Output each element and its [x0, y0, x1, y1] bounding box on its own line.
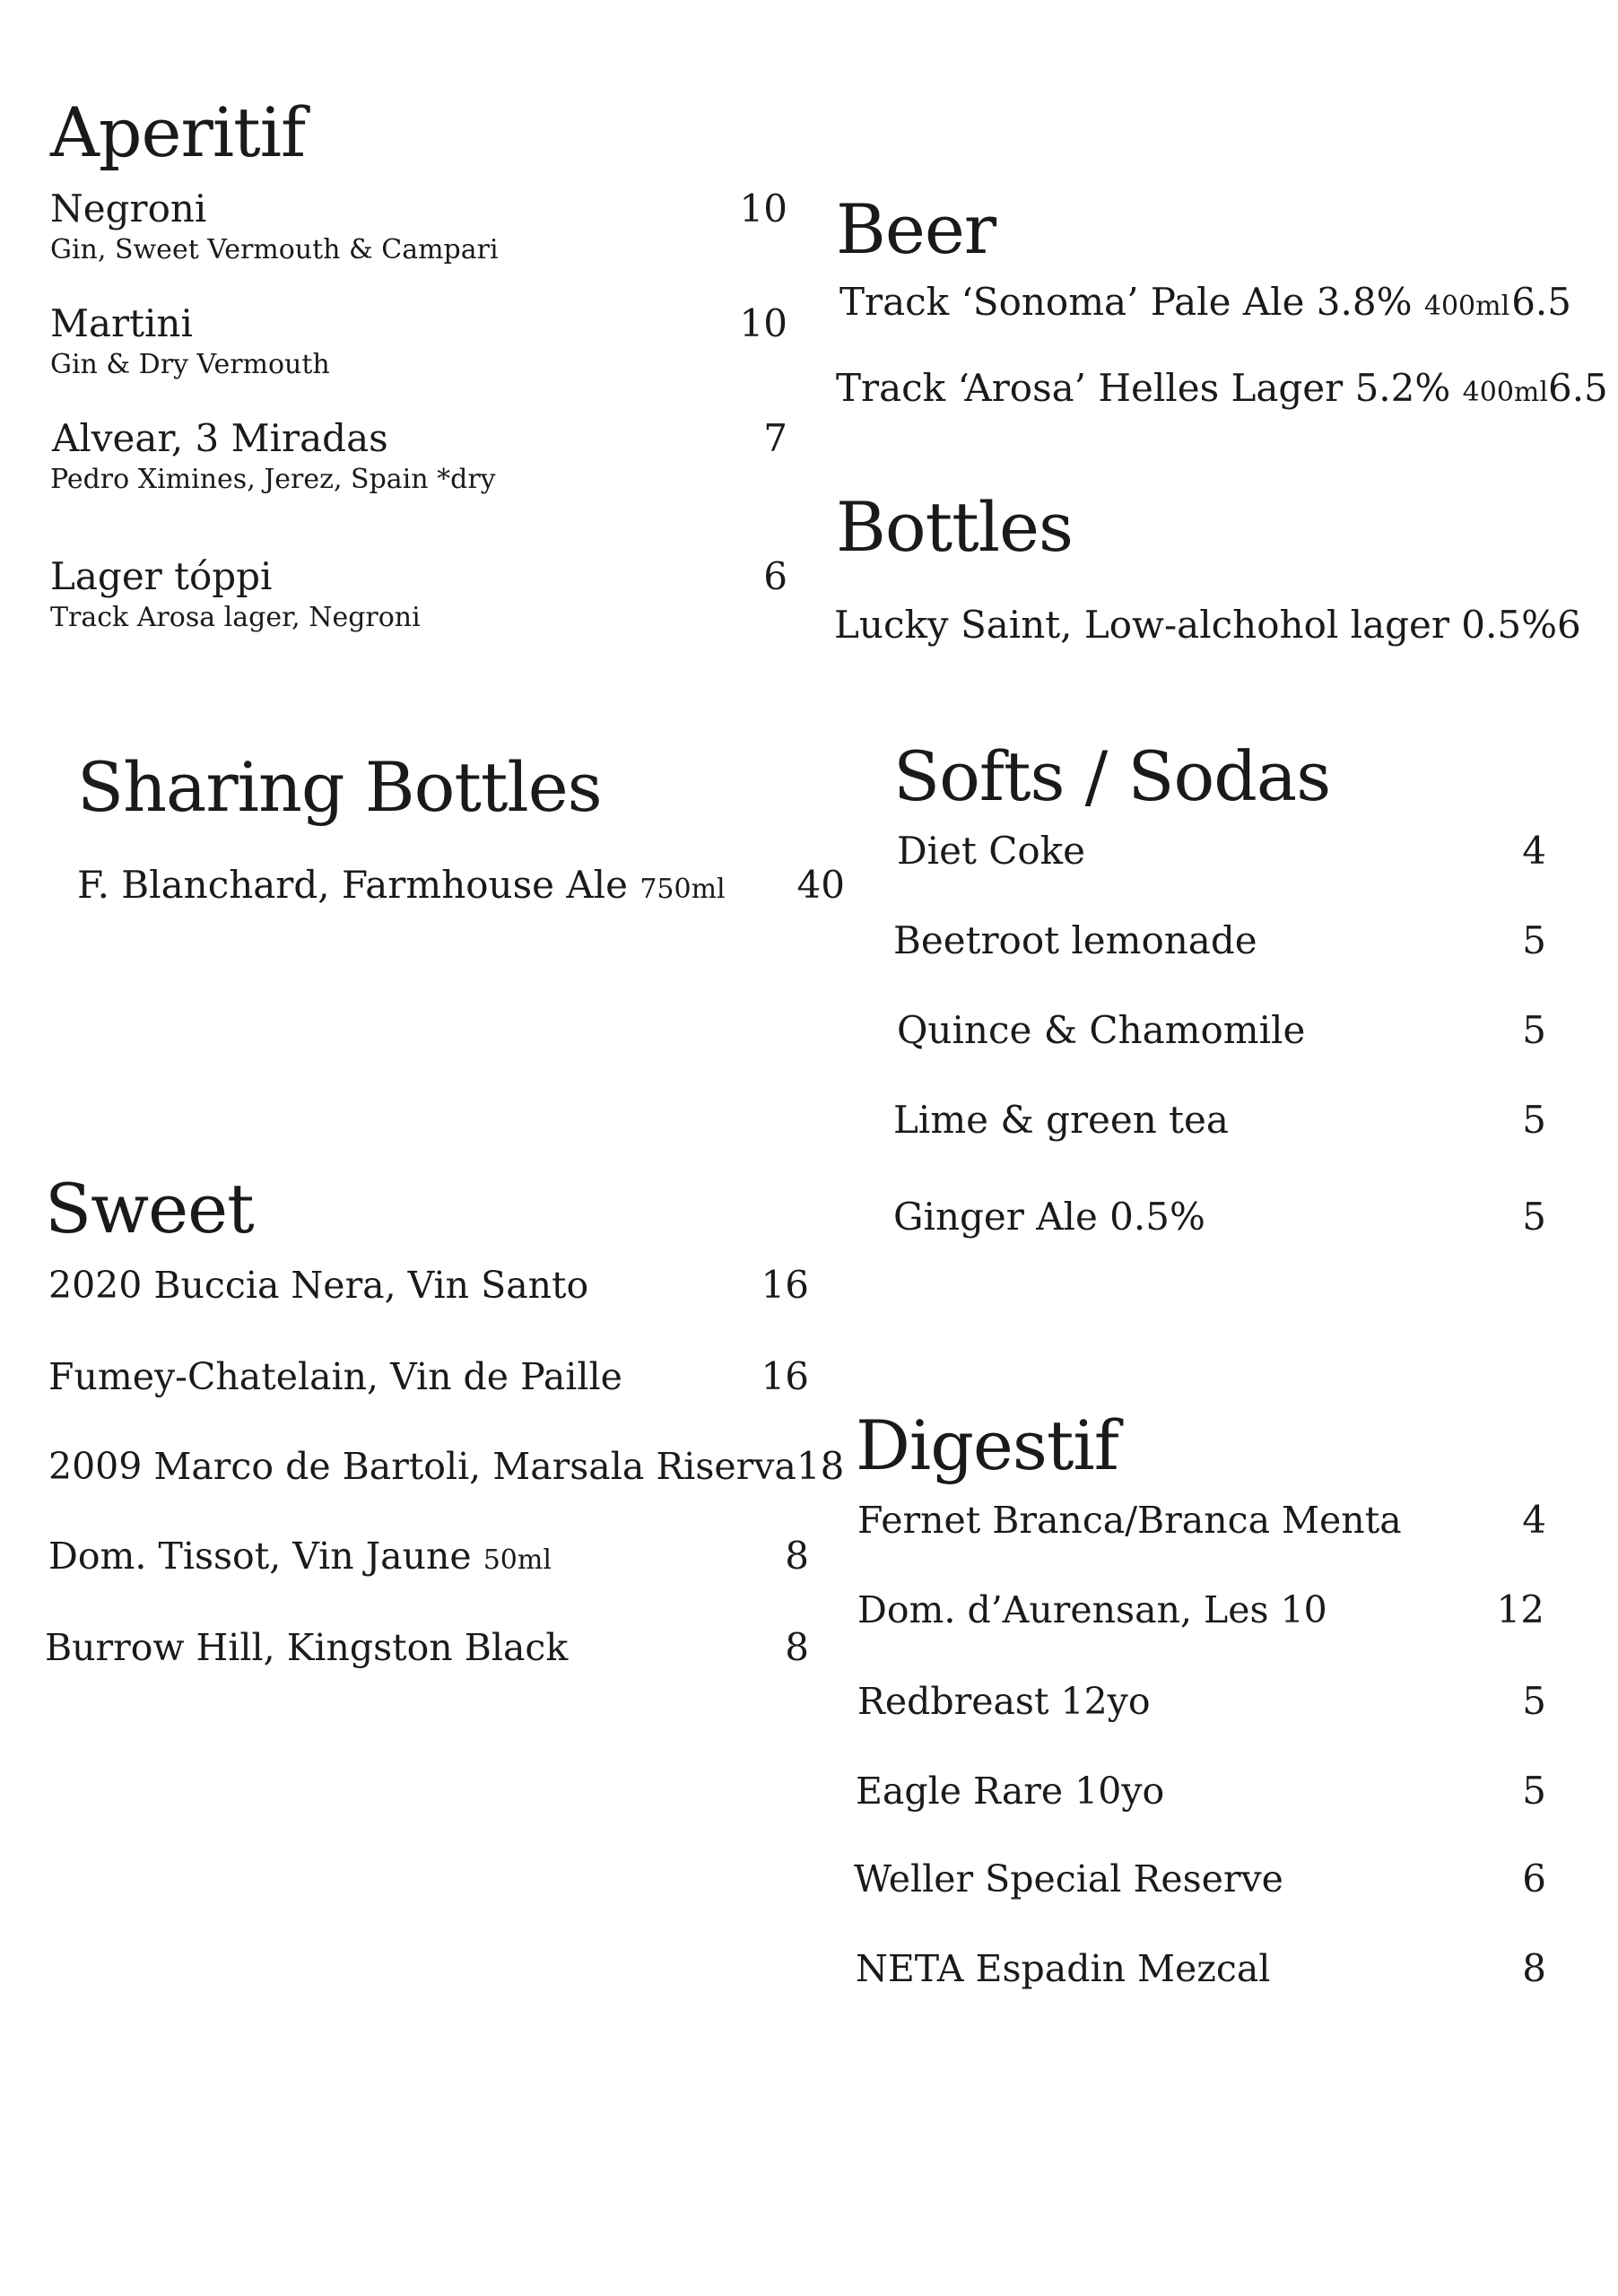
- item-price: 5: [1522, 1195, 1546, 1239]
- menu-item-blanchard: [77, 863, 845, 907]
- item-name: Weller Special Reserve: [854, 1857, 1283, 1900]
- item-price: 12: [1496, 1587, 1544, 1631]
- menu-item-negroni: [50, 187, 787, 265]
- item-name-text: Track ‘Sonoma’ Pale Ale 3.8%: [839, 280, 1413, 324]
- item-name: Lucky Saint, Low-alchohol lager 0.5%: [834, 603, 1557, 647]
- menu-item-lucky-saint: [834, 603, 1581, 647]
- menu-item-beetroot-lemonade: [893, 918, 1546, 962]
- item-price: 6: [1556, 603, 1581, 647]
- menu-item-tissot: [48, 1534, 809, 1578]
- item-name: Dom. d’Aurensan, Les 10: [857, 1588, 1327, 1631]
- item-description: Gin, Sweet Vermouth & Campari: [50, 234, 499, 265]
- item-name: Fumey-Chatelain, Vin de Paille: [48, 1355, 622, 1398]
- item-name: Quince & Chamomile: [897, 1008, 1306, 1052]
- item-price: 8: [1522, 1946, 1546, 1990]
- item-price: 5: [1522, 1679, 1546, 1723]
- item-price: 5: [1522, 1008, 1546, 1052]
- item-price: 8: [785, 1534, 809, 1578]
- menu-item-arosa: [836, 366, 1608, 410]
- softs-sodas-section: [893, 736, 1546, 1263]
- item-price: 5: [1522, 918, 1546, 962]
- item-name: Ginger Ale 0.5%: [893, 1195, 1205, 1239]
- sweet-section: [45, 1169, 845, 1695]
- section-title-beer: Beer: [836, 189, 996, 269]
- item-price: 4: [1522, 1498, 1546, 1542]
- menu-item-eagle-rare: [856, 1769, 1546, 1813]
- item-price: 4: [1522, 829, 1546, 873]
- item-price: 5: [1522, 1769, 1546, 1813]
- item-name: [48, 1535, 552, 1578]
- item-price: 10: [739, 301, 787, 345]
- item-name-text: F. Blanchard, Farmhouse Ale: [77, 863, 628, 907]
- menu-item-weller: [854, 1857, 1546, 1900]
- aperitif-section: [50, 92, 787, 655]
- item-name: Diet Coke: [897, 829, 1085, 873]
- menu-item-diet-coke: [897, 829, 1546, 873]
- item-name: [839, 280, 1509, 324]
- item-name: 2020 Buccia Nera, Vin Santo: [48, 1264, 589, 1307]
- item-name: [836, 366, 1548, 410]
- item-name: Redbreast 12yo: [857, 1680, 1151, 1723]
- item-name: Lager tóppi: [50, 554, 273, 598]
- item-price: 7: [763, 416, 787, 460]
- item-description: Pedro Ximines, Jerez, Spain *dry: [50, 464, 496, 495]
- beer-section: [836, 189, 1608, 429]
- sharing-bottles-section: [77, 747, 845, 933]
- menu-item-fernet-branca: [857, 1498, 1546, 1542]
- item-price: 6: [763, 554, 787, 598]
- item-price: 5: [1522, 1098, 1546, 1142]
- item-name: Lime & green tea: [893, 1098, 1229, 1142]
- item-name: NETA Espadin Mezcal: [856, 1947, 1271, 1990]
- item-size: 400ml: [1462, 377, 1548, 408]
- item-name-text: Dom. Tissot, Vin Jaune: [48, 1535, 472, 1578]
- item-size: 50ml: [483, 1544, 552, 1576]
- menu-item-alvear: [52, 416, 787, 495]
- item-name: Alvear, 3 Miradas: [52, 416, 388, 460]
- item-size: 400ml: [1423, 291, 1510, 322]
- menu-item-ginger-ale: [893, 1195, 1546, 1239]
- section-title-bottles: Bottles: [836, 487, 1073, 567]
- item-price: 6: [1522, 1857, 1546, 1900]
- item-name: Eagle Rare 10yo: [856, 1770, 1165, 1813]
- section-title-sharing-bottles: Sharing Bottles: [77, 747, 602, 827]
- menu-item-neta-mezcal: [856, 1946, 1546, 1990]
- item-description: Gin & Dry Vermouth: [50, 349, 330, 380]
- item-name: 2009 Marco de Bartoli, Marsala Riserva: [48, 1445, 796, 1488]
- item-size: 750ml: [639, 874, 726, 905]
- menu-item-burrow-hill: [45, 1625, 809, 1669]
- section-title-aperitif: Aperitif: [50, 92, 306, 172]
- menu-item-quince-chamomile: [897, 1008, 1546, 1052]
- item-price: 16: [761, 1263, 809, 1307]
- item-name: Martini: [50, 301, 193, 345]
- item-description: Track Arosa lager, Negroni: [50, 602, 421, 633]
- section-title-softs-sodas: Softs / Sodas: [893, 736, 1331, 816]
- menu-item-fumey-chatelain: [48, 1354, 809, 1398]
- menu-item-sonoma: [839, 280, 1571, 324]
- item-price: 16: [761, 1354, 809, 1398]
- item-price: 6.5: [1547, 366, 1608, 410]
- menu-item-lager-toppi: [50, 554, 787, 633]
- section-title-sweet: Sweet: [45, 1169, 254, 1248]
- item-price: 6.5: [1511, 280, 1571, 324]
- item-price: 10: [739, 187, 787, 230]
- section-title-digestif: Digestif: [856, 1405, 1118, 1485]
- item-name: [77, 863, 726, 907]
- item-name-text: Track ‘Arosa’ Helles Lager 5.2%: [836, 366, 1451, 410]
- item-name: Burrow Hill, Kingston Black: [45, 1626, 569, 1669]
- digestif-section: [852, 1405, 1546, 2004]
- menu-item-aurensan: [857, 1587, 1544, 1631]
- item-name: Beetroot lemonade: [893, 918, 1257, 962]
- menu-item-martini: [50, 301, 787, 380]
- item-price: 8: [785, 1625, 809, 1669]
- menu-item-lime-green-tea: [893, 1098, 1546, 1142]
- menu-item-buccia-nera: [48, 1263, 809, 1307]
- menu-item-marco-de-bartoli: [48, 1444, 845, 1488]
- bottles-section: [834, 487, 1581, 664]
- item-price: 40: [796, 863, 845, 907]
- item-name: Negroni: [50, 187, 207, 230]
- item-price: 18: [796, 1444, 845, 1488]
- item-name: Fernet Branca/Branca Menta: [857, 1499, 1402, 1542]
- menu-item-redbreast: [857, 1679, 1546, 1723]
